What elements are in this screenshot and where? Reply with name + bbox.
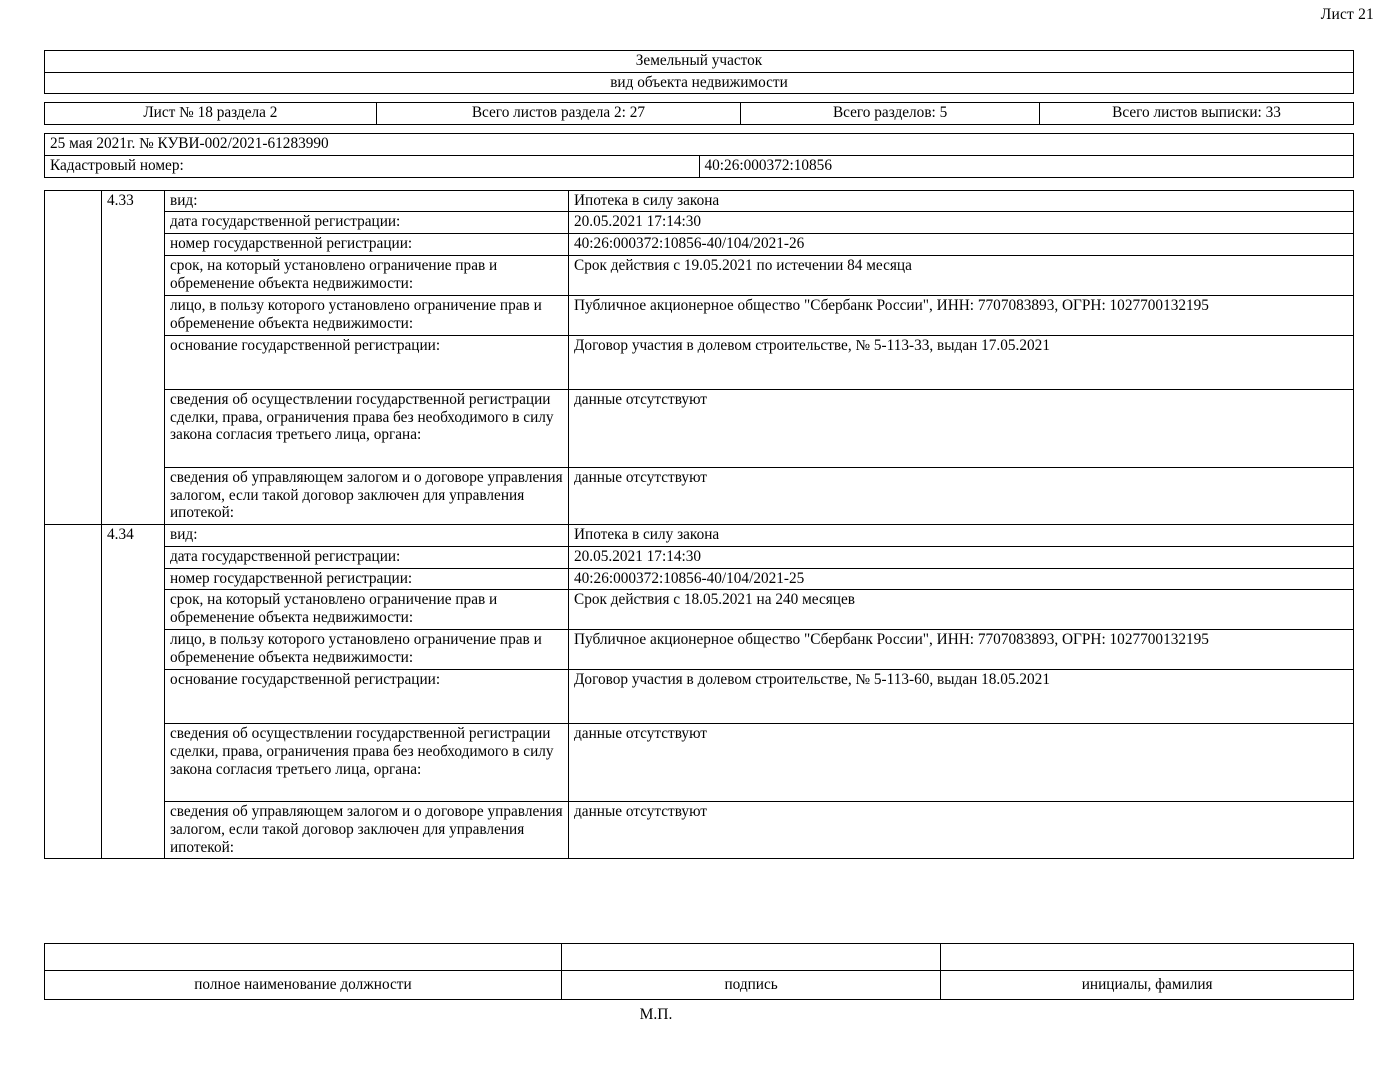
table-row	[45, 724, 1354, 802]
name-blank	[941, 944, 1354, 971]
table-row	[45, 525, 1354, 547]
cadastral-value: 40:26:000372:10856	[699, 155, 1354, 177]
field-label: срок, на который установлено ограничение прав и обременение объекта недвижимости:	[165, 255, 569, 295]
signature-blank-row	[45, 944, 1354, 971]
table-row	[45, 802, 1354, 859]
record-index: 4.33	[102, 190, 165, 524]
table-row	[45, 568, 1354, 590]
object-type-caption-row	[45, 72, 1354, 94]
field-value: 40:26:000372:10856-40/104/2021-26	[569, 234, 1354, 256]
field-value: данные отсутствуют	[569, 467, 1354, 524]
position-blank	[45, 944, 562, 971]
field-value: Ипотека в силу закона	[569, 525, 1354, 547]
total-sections: Всего разделов: 5	[741, 103, 1040, 125]
position-caption: полное наименование должности	[45, 971, 562, 1000]
field-label: вид:	[165, 190, 569, 212]
row-marker	[45, 190, 102, 524]
spacer	[44, 94, 1354, 102]
field-value: 20.05.2021 17:14:30	[569, 212, 1354, 234]
stamp-label: М.П.	[639, 1006, 673, 1023]
field-label: лицо, в пользу которого установлено ограничение прав и обременение объекта недвижимости:	[165, 295, 569, 335]
table-row	[45, 590, 1354, 630]
field-value: данные отсутствуют	[569, 724, 1354, 802]
stamp-area	[0, 1006, 1398, 1024]
cadastral-label: Кадастровый номер:	[45, 155, 700, 177]
table-row	[45, 670, 1354, 724]
table-row	[45, 467, 1354, 524]
signature-table	[44, 943, 1354, 1000]
signature-caption-row	[45, 971, 1354, 1000]
field-value: Публичное акционерное общество "Сбербанк России", ИНН: 7707083893, ОГРН: 1027700132195	[569, 630, 1354, 670]
field-value: 20.05.2021 17:14:30	[569, 546, 1354, 568]
field-label: сведения об осуществлении государственной регистрации сделки, права, ограничения права без необходимого в силу закона согласия третьего лица, органа:	[165, 389, 569, 467]
table-row	[45, 546, 1354, 568]
field-label: лицо, в пользу которого установлено ограничение прав и обременение объекта недвижимости:	[165, 630, 569, 670]
sheet-of-section: Лист № 18 раздела 2	[45, 103, 377, 125]
table-row	[45, 295, 1354, 335]
field-label: сведения об осуществлении государственной регистрации сделки, права, ограничения права без необходимого в силу закона согласия третьего лица, органа:	[165, 724, 569, 802]
document-body	[44, 50, 1354, 859]
field-value: Срок действия с 18.05.2021 на 240 месяцев	[569, 590, 1354, 630]
object-type-value-row	[45, 51, 1354, 73]
restrictions-table	[44, 190, 1354, 860]
field-label: номер государственной регистрации:	[165, 234, 569, 256]
field-label: дата государственной регистрации:	[165, 212, 569, 234]
name-caption: инициалы, фамилия	[941, 971, 1354, 1000]
field-label: сведения об управляющем залогом и о договоре управления залогом, если такой договор заключен для управления ипотекой:	[165, 802, 569, 859]
field-value: Договор участия в долевом строительстве, № 5-113-33, выдан 17.05.2021	[569, 335, 1354, 389]
field-value: данные отсутствуют	[569, 802, 1354, 859]
signature-blank	[561, 944, 940, 971]
table-row	[45, 255, 1354, 295]
doc-date-number: 25 мая 2021г. № КУВИ-002/2021-61283990	[45, 134, 1354, 156]
document-meta-table	[44, 133, 1354, 177]
cadastral-row	[45, 155, 1354, 177]
record-index: 4.34	[102, 525, 165, 859]
table-row	[45, 630, 1354, 670]
signature-caption: подпись	[561, 971, 940, 1000]
total-sheets-extract: Всего листов выписки: 33	[1040, 103, 1354, 125]
field-value: Ипотека в силу закона	[569, 190, 1354, 212]
object-type-table	[44, 50, 1354, 94]
field-label: дата государственной регистрации:	[165, 546, 569, 568]
field-label: срок, на который установлено ограничение прав и обременение объекта недвижимости:	[165, 590, 569, 630]
total-sheets-section: Всего листов раздела 2: 27	[376, 103, 740, 125]
sheet-number: Лист 21	[1320, 6, 1374, 23]
doc-date-row	[45, 134, 1354, 156]
field-label: сведения об управляющем залогом и о договоре управления залогом, если такой договор заключен для управления ипотекой:	[165, 467, 569, 524]
table-row	[45, 389, 1354, 467]
sheet-counts-table	[44, 102, 1354, 125]
table-row	[45, 190, 1354, 212]
field-value: Срок действия с 19.05.2021 по истечении 84 месяца	[569, 255, 1354, 295]
spacer	[44, 125, 1354, 133]
field-value: Публичное акционерное общество "Сбербанк России", ИНН: 7707083893, ОГРН: 1027700132195	[569, 295, 1354, 335]
object-type-caption: вид объекта недвижимости	[45, 72, 1354, 94]
table-row	[45, 335, 1354, 389]
field-value: данные отсутствуют	[569, 389, 1354, 467]
field-label: основание государственной регистрации:	[165, 670, 569, 724]
table-row	[45, 234, 1354, 256]
field-value: 40:26:000372:10856-40/104/2021-25	[569, 568, 1354, 590]
field-label: номер государственной регистрации:	[165, 568, 569, 590]
field-value: Договор участия в долевом строительстве, № 5-113-60, выдан 18.05.2021	[569, 670, 1354, 724]
table-row	[45, 212, 1354, 234]
field-label: основание государственной регистрации:	[165, 335, 569, 389]
object-type-value: Земельный участок	[45, 51, 1354, 73]
field-label: вид:	[165, 525, 569, 547]
row-marker	[45, 525, 102, 859]
sheet-counts-row	[45, 103, 1354, 125]
spacer	[44, 178, 1354, 190]
